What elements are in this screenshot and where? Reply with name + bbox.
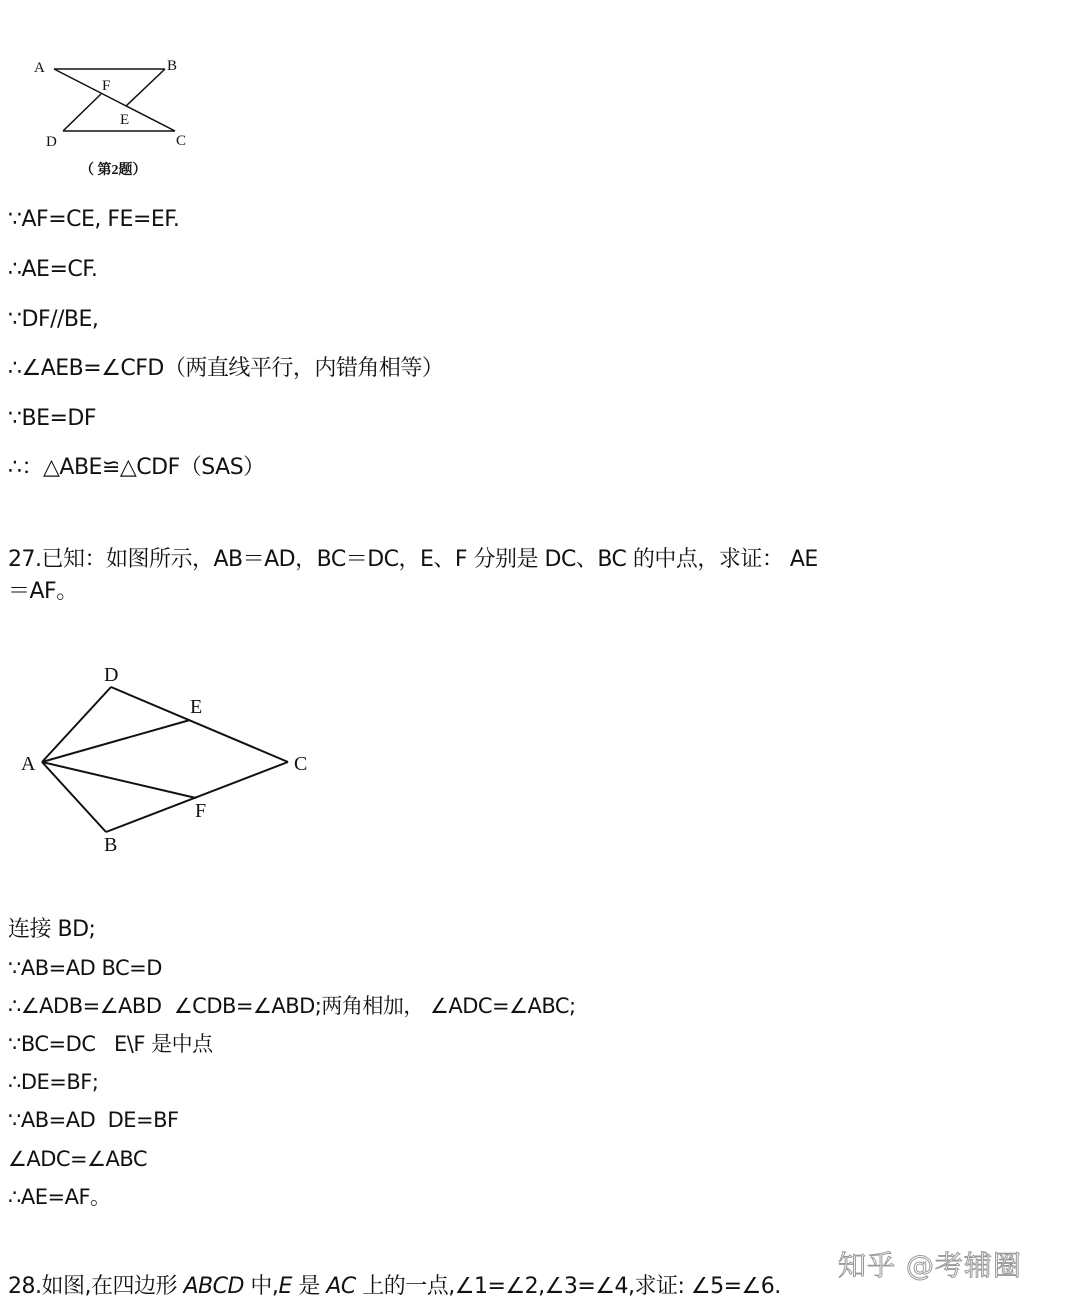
proof-line: ∵DF//BE, <box>8 307 99 332</box>
proof-line: ∴AE=CF. <box>8 257 98 282</box>
label-f: F <box>102 78 111 94</box>
q28-e: E <box>278 1274 292 1299</box>
question-text-line1: 27.已知：如图所示，AB＝AD，BC＝DC，E、F 分别是 DC、BC 的中点，求证： AE <box>8 547 818 572</box>
label-e: E <box>190 696 203 718</box>
label-e: E <box>120 112 130 128</box>
proof-line: ∵AB=AD DE=BF <box>8 1108 179 1132</box>
q28-prefix: 28.如图,在四边形 <box>8 1274 184 1299</box>
question-text-line2: ＝AF。 <box>8 579 78 604</box>
proof-line: ∵AB=AD BC=D <box>8 956 162 980</box>
proof-line: 连接 BD; <box>8 917 96 942</box>
label-b: B <box>167 58 178 74</box>
proof-line: ∴AE=AF。 <box>8 1185 111 1209</box>
proof-line: ∵AF=CE, FE=EF. <box>8 207 180 232</box>
proof-line: ∴∠AEB=∠CFD（两直线平行，内错角相等） <box>8 356 444 381</box>
q28-ac: AC <box>326 1274 356 1299</box>
label-b: B <box>104 834 118 856</box>
q28-mid2: 是 <box>291 1274 327 1299</box>
label-d: D <box>46 134 57 150</box>
label-a: A <box>21 753 36 775</box>
label-d: D <box>104 664 119 686</box>
proof-line: ∴：△ABE≌△CDF（SAS） <box>8 455 265 480</box>
q28-mid1: 中, <box>243 1274 279 1299</box>
figure-q26-parallel-lines <box>0 40 220 190</box>
proof-line: ∵BC=DC E\F 是中点 <box>8 1032 213 1056</box>
q28-suffix: 上的一点,∠1=∠2,∠3=∠4,求证: ∠5=∠6. <box>355 1274 781 1299</box>
label-f: F <box>195 800 207 822</box>
q28-abcd: ABCD <box>183 1274 244 1299</box>
label-c: C <box>176 133 187 149</box>
proof-line: ∵BE=DF <box>8 406 97 431</box>
figure-q27-kite <box>0 650 340 870</box>
figure-caption: （ 第2题） <box>80 163 147 178</box>
zhihu-watermark: 知乎 @考辅圈 <box>838 1249 1022 1282</box>
question-28 <box>8 1273 781 1301</box>
label-c: C <box>294 753 308 775</box>
label-a: A <box>34 60 45 76</box>
proof-line: ∴DE=BF; <box>8 1070 99 1094</box>
proof-line: ∴∠ADB=∠ABD ∠CDB=∠ABD;两角相加， ∠ADC=∠ABC; <box>8 994 576 1018</box>
proof-line: ∠ADC=∠ABC <box>8 1147 148 1171</box>
